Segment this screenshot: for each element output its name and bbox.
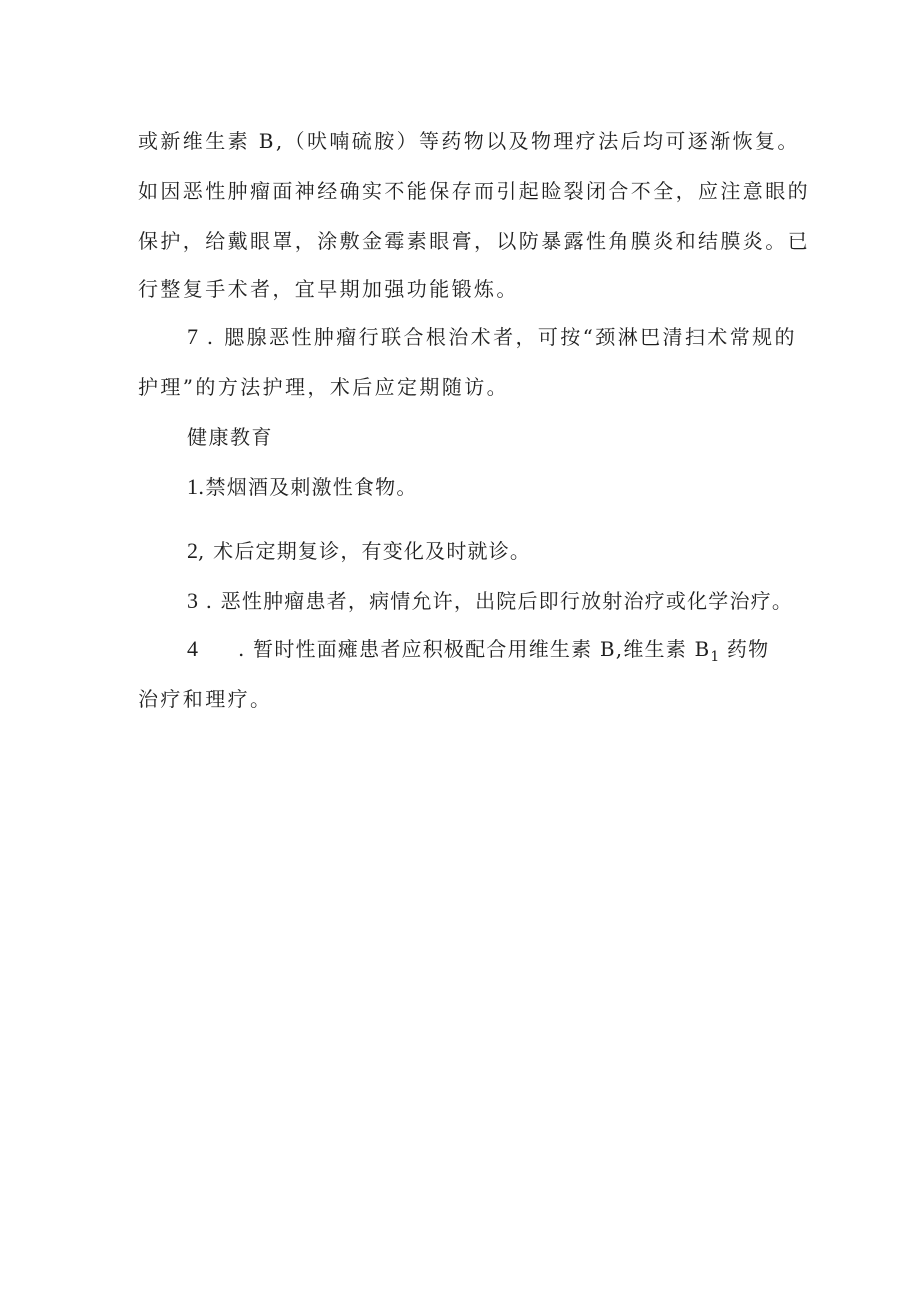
paragraph-line: 治疗和理疗。: [138, 687, 273, 711]
subscript: 1: [710, 649, 720, 665]
paragraph-line: 保护，给戴眼罩，涂敷金霉素眼膏，以防暴露性角膜炎和结膜炎。已: [138, 229, 810, 253]
list-item-4: [187, 635, 837, 671]
item-7: [187, 323, 837, 351]
paragraph-line: 护理”的方法护理，术后应定期随访。: [138, 375, 510, 399]
item-text: . 恶性肿瘤患者，病情允许，出院后即行放射治疗或化学治疗。: [205, 589, 794, 613]
paragraph-line: 行整复手术者，宜早期加强功能锻炼。: [138, 277, 519, 301]
list-item-1: [187, 473, 837, 501]
item-number: 2: [187, 538, 198, 563]
item-text: . 暂时性面瘫患者应积极配合用维生素 B,维生素 B: [238, 637, 711, 661]
item-text: , 术后定期复诊，有变化及时就诊。: [198, 539, 532, 563]
item-number: 3: [187, 588, 198, 613]
item-number: 1: [187, 474, 198, 499]
item-text: .禁烟酒及刺激性食物。: [198, 475, 418, 499]
section-title: 健康教育: [187, 425, 273, 449]
list-item-2: [187, 537, 837, 565]
item-number: 4: [187, 636, 198, 661]
list-item-3: [187, 587, 837, 615]
paragraph-line: 或新维生素 B,（吠喃硫胺）等药物以及物理疗法后均可逐渐恢复。: [138, 129, 800, 153]
paragraph-line: 如因恶性肿瘤面神经确实不能保存而引起睑裂闭合不全，应注意眼的: [138, 179, 810, 203]
item-text: . 腮腺恶性肿瘤行联合根治术者，可按“颈淋巴清扫术常规的: [206, 325, 797, 349]
item-number: 7: [187, 324, 198, 349]
item-text-tail: 药物: [719, 637, 770, 661]
